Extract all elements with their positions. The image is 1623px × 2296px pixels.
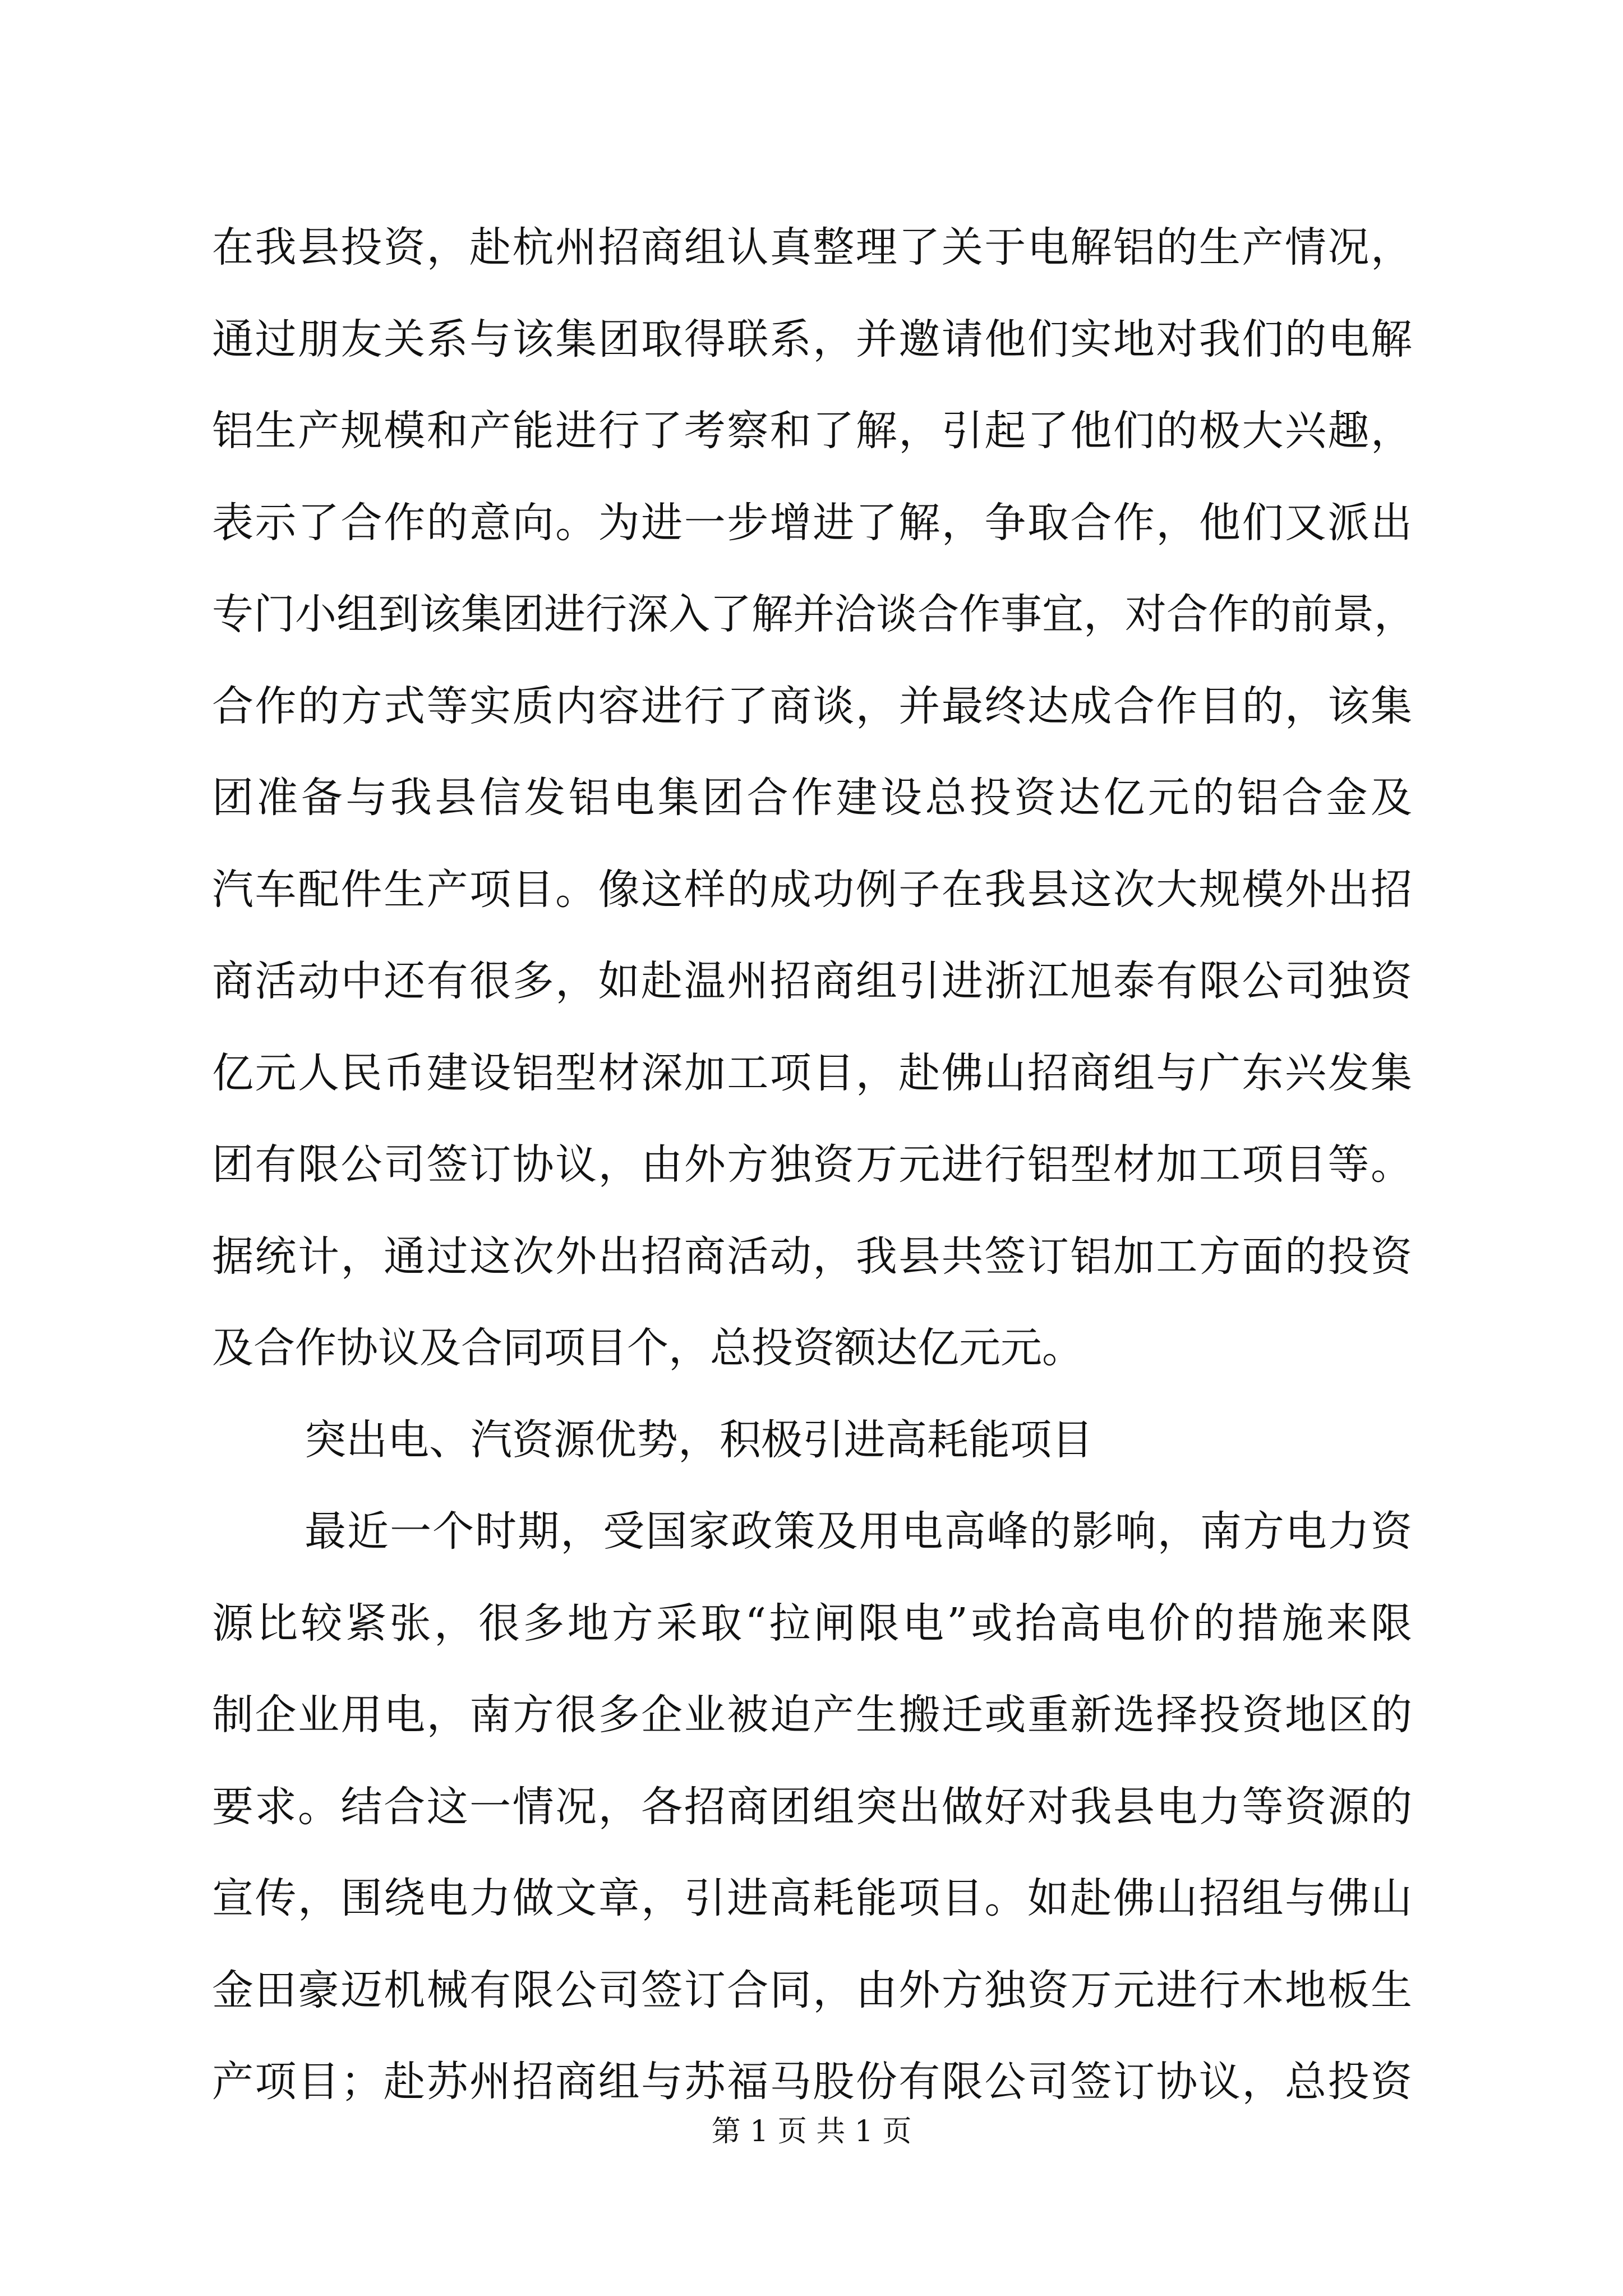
paragraph-line: 据统计，通过这次外出招商活动，我县共签订铝加工方面的投资 — [212, 1232, 1412, 1281]
paragraph-line: 通过朋友关系与该集团取得联系，并邀请他们实地对我们的电解 — [212, 315, 1412, 364]
paragraph-line: 团准备与我县信发铝电集团合作建设总投资达亿元的铝合金及 — [212, 774, 1412, 822]
paragraph-line: 制企业用电，南方很多企业被迫产生搬迁或重新选择投资地区的 — [212, 1691, 1412, 1739]
document-body — [212, 202, 1415, 2128]
paragraph-line: 商活动中还有很多，如赴温州招商组引进浙江旭泰有限公司独资 — [212, 957, 1412, 1005]
paragraph-line: 在我县投资，赴杭州招商组认真整理了关于电解铝的生产情况， — [212, 223, 1412, 272]
paragraph-line: 源比较紧张，很多地方采取“拉闸限电”或抬高电价的措施来限 — [212, 1599, 1412, 1648]
paragraph-line: 及合作协议及合同项目个，总投资额达亿元元。 — [212, 1324, 1083, 1372]
paragraph-line: 铝生产规模和产能进行了考察和了解，引起了他们的极大兴趣， — [212, 407, 1412, 455]
paragraph-line: 亿元人民币建设铝型材深加工项目，赴佛山招商组与广东兴发集 — [212, 1048, 1412, 1097]
paragraph-line: 金田豪迈机械有限公司签订合同，由外方独资万元进行木地板生 — [212, 1966, 1412, 2014]
paragraph-line: 产项目；赴苏州招商组与苏福马股份有限公司签订协议，总投资 — [212, 2058, 1412, 2106]
paragraph-line: 宣传，围绕电力做文章，引进高耗能项目。如赴佛山招组与佛山 — [212, 1874, 1412, 1922]
page-number-footer: 第 1 页 共 1 页 — [711, 2115, 912, 2148]
paragraph-line: 团有限公司签订协议，由外方独资万元进行铝型材加工项目等。 — [212, 1140, 1412, 1189]
paragraph-line: 要求。结合这一情况，各招商团组突出做好对我县电力等资源的 — [212, 1782, 1412, 1831]
paragraph-line: 专门小组到该集团进行深入了解并洽谈合作事宜，对合作的前景， — [212, 590, 1415, 638]
section-heading: 突出电、汽资源优势，积极引进高耗能项目 — [305, 1415, 1093, 1464]
paragraph-line: 最近一个时期，受国家政策及用电高峰的影响，南方电力资 — [305, 1507, 1412, 1556]
paragraph-line: 汽车配件生产项目。像这样的成功例子在我县这次大规模外出招 — [212, 865, 1412, 914]
paragraph-line: 表示了合作的意向。为进一步增进了解，争取合作，他们又派出 — [212, 498, 1412, 547]
paragraph-line: 合作的方式等实质内容进行了商谈，并最终达成合作目的，该集 — [212, 682, 1412, 730]
